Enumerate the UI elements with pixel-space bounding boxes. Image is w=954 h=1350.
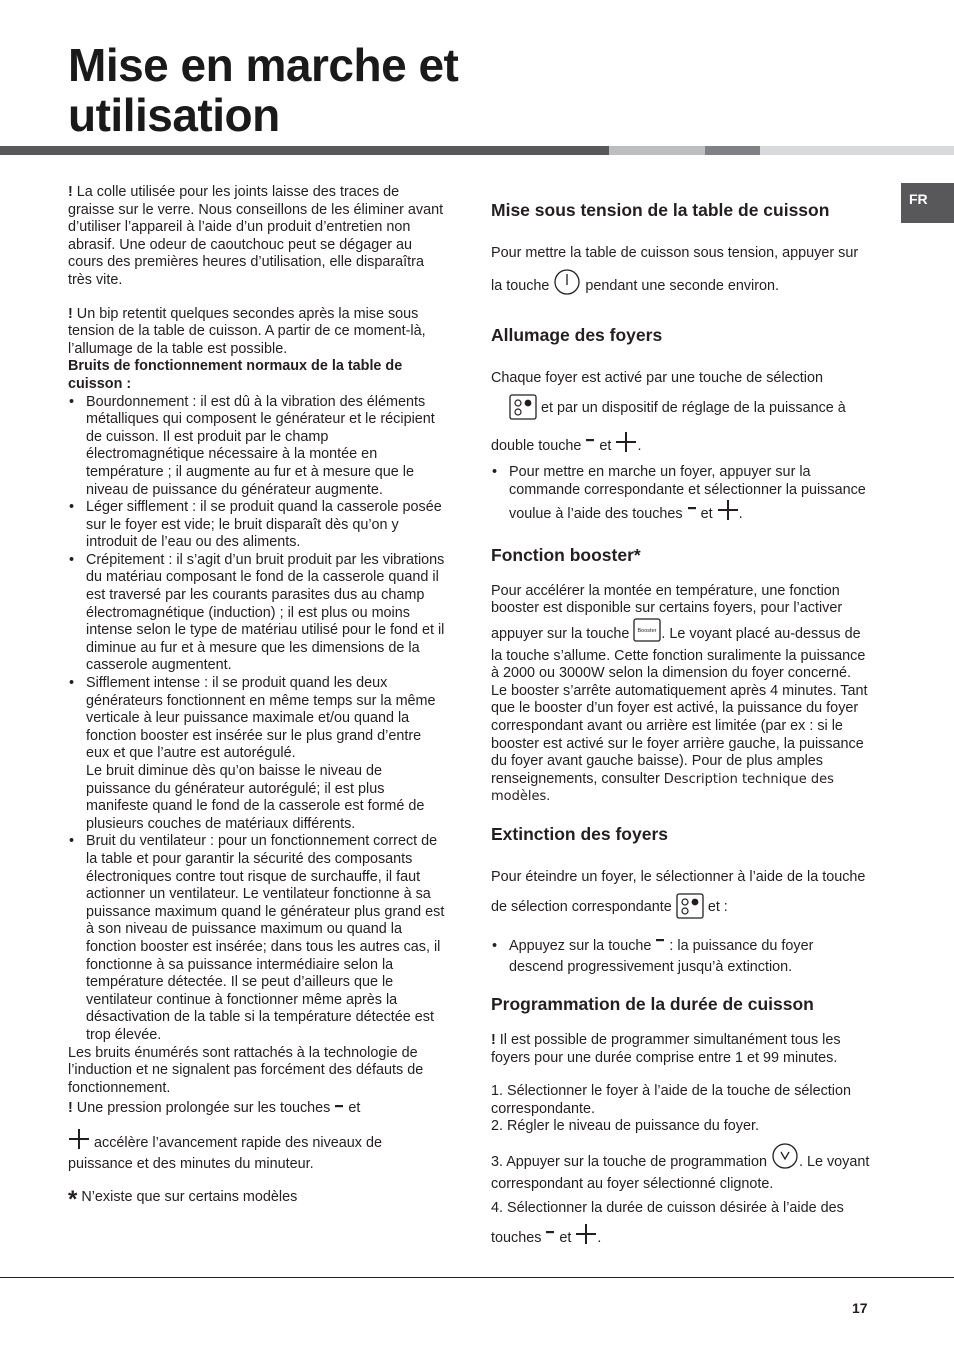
power-button-icon (553, 268, 581, 307)
section-heading: Mise sous tension de la table de cuisson (491, 200, 830, 220)
list-item: • Léger sifflement : il se produit quand la casserole posée sur le foyer est vide; le bruit disparaît dès qu’on y introduit de l’eau ou des aliments. (68, 499, 448, 552)
footnote: * N’existe que sur certains modèles (68, 1186, 298, 1214)
header-rule-pale (760, 146, 954, 155)
list-item: • Bourdonnement : il est dû à la vibration des éléments métalliques qui composent le générateur et le récipient de cuisson. Il est produit par le champ électromagnétique nécessaire à la montée en température ; il augmente au fur et à mesure que le niveau de puissance du générateur augmente. (68, 394, 448, 500)
section-programming: Programmation de la durée de cuisson ! Il est possible de programmer simultanément tous les foyers pour une durée comprise entre 1 et 99 minutes. 1. Sélectionner le foyer à l’aide de la touche de sélection correspondante. 2. Régler le niveau de puissance du foyer. 3. Appuyer sur la touche de programmation . Le voyant correspondant au foyer sélectionné clignote. 4. Sélectionner la durée de cuisson désirée à l’aide des touches et . (491, 994, 871, 1256)
header-rule-mid (705, 146, 760, 155)
warning-long-press-cont: accélère l’avancement rapide des niveaux de puissance et des minutes du minuteur. (68, 1128, 448, 1173)
noise-footer: Les bruits énumérés sont rattachés à la technologie de l’induction et ne signalent pas forcément des défauts de fonctionnement. (68, 1044, 424, 1096)
header-rule-dark (0, 146, 609, 155)
svg-text:Booster: Booster (637, 627, 657, 634)
plus-icon (615, 431, 637, 464)
section-heading: Programmation de la durée de cuisson (491, 994, 814, 1015)
list-item: • Crépitement : il s’agit d’un bruit produit par les vibrations du matériau composant le fond de la casserole quand il est traversé par les courants parasites dus au champ électromagnétique (induction) ; il est plus ou moins intense selon le type de matériau utilisé pour le fond et il diminue au fur et à mesure que les dimensions de la casserole augmentent. (68, 552, 448, 675)
list-item: • Pour mettre en marche un foyer, appuyer sur la commande correspondante et sélectionner la puissance voulue à l’aide des touches et . (491, 464, 871, 527)
minus-icon (585, 434, 595, 464)
title-line-2: utilisation (68, 89, 280, 141)
section-extinction: Extinction des foyers Pour éteindre un foyer, le sélectionner à l’aide de la touche de sélection correspondante et : • Appuyez sur la touche : la puissance du foyer descend progressivement jusqu’à extinction. (491, 824, 871, 976)
right-column (491, 200, 871, 1274)
footnote-star: * (68, 1186, 78, 1214)
noise-heading: Bruits de fonctionnement normaux de la table de cuisson : (68, 358, 403, 392)
step-4: 4. Sélectionner la durée de cuisson désirée à l’aide des touches et . (491, 1193, 871, 1256)
section-booster: Fonction booster* Pour accélérer la montée en température, une fonction booster est disponible sur certains foyers, pour l’activer appuyer sur la touche Booster . Le voyant placé au-dessus de la touche s’allume. Cette fonction suralimente la puissance à 2000 ou 3000W selon la dimension du foyer concerné. Le booster s’arrête automatiquement après 4 minutes. Tant que le booster d’un foyer est activé, la puissance du foyer correspondant avant ou arrière est limitée (par ex : si le booster est activé sur le foyer arrière gauche, la puissance du foyer avant gauche baisse). Pour de plus amples renseignements, consulter Description technique des modèles. (491, 545, 871, 806)
zone-select-icon (509, 394, 537, 431)
warning-mark: ! (491, 1032, 496, 1049)
step-1: 1. Sélectionner le foyer à l’aide de la touche de sélection correspondante. (491, 1083, 851, 1117)
list-item: • Appuyez sur la touche : la puissance du foyer descend progressivement jusqu’à extinction. (491, 938, 871, 976)
list-item: • Bruit du ventilateur : pour un fonctionnement correct de la table et pour garantir la sécurité des composants électroniques contre tout risque de surchauffe, il faut actionner un ventilateur. Le ventilateur fonctionne à sa puissance maximum quand le générateur plus grand est à son niveau de puissance maximum ou quand la fonction booster est insérée; dans tous les autres cas, il fonctionne à sa puissance intermédiaire selon la température détectée. Il se peut d’ailleurs que le ventilateur continue à fonctionner même après la désactivation de la table si la température détectée est trop élevée. (68, 833, 448, 1044)
section-heading: Extinction des foyers (491, 823, 668, 844)
minus-icon (334, 1100, 344, 1122)
page-title (68, 40, 458, 140)
step-2: 2. Régler le niveau de puissance du foyer. (491, 1118, 759, 1135)
left-column (68, 184, 448, 1214)
minus-icon (545, 1226, 555, 1256)
noise-list (68, 394, 448, 1045)
section-heading: Allumage des foyers (491, 325, 663, 345)
section-power-on: Mise sous tension de la table de cuisson Pour mettre la table de cuisson sous tension, appuyer sur la touche pendant une seconde environ. (491, 200, 871, 307)
warning-mark: ! (68, 305, 73, 322)
section-ignition: Allumage des foyers Chaque foyer est activé par une touche de sélection et par un dispositif de réglage de la puissance à double touche et . • Pour mettre en marche un foyer, appuyer sur la commande correspondante et sélectionner la puissance voulue à l’aide des touches et . (491, 325, 871, 527)
minus-icon (655, 939, 665, 959)
plus-icon (68, 1128, 90, 1156)
step-3: 3. Appuyer sur la touche de programmation . Le voyant correspondant au foyer sélectionné clignote. (491, 1142, 871, 1193)
zone-select-icon (676, 893, 704, 930)
warning-long-press: ! Une pression prolongée sur les touches et (68, 1097, 448, 1122)
warning-beep: ! Un bip retentit quelques secondes après la mise sous tension de la table de cuisson. A partir de ce moment-là, l’allumage de la table est possible. (68, 305, 426, 357)
footer-rule (0, 1277, 954, 1278)
list-item: • Sifflement intense : il se produit quand les deux générateurs fonctionnent en même temps sur la même verticale à leur puissance maximale et/ou quand la fonction booster est insérée sur le plus grand d’entre eux et que l’autre est autorégulé. Le bruit diminue dès qu’on baisse le niveau de puissance du générateur autorégulé; il est plus manifeste quand le fond de la casserole est formé de plusieurs couches de matériaux différents. (68, 675, 448, 833)
reference-text: Description technique des modèles (491, 771, 834, 805)
booster-button-icon (633, 618, 661, 648)
page-number: 17 (852, 1300, 868, 1316)
plus-icon (575, 1223, 597, 1256)
minus-icon (687, 507, 697, 527)
plus-icon (717, 499, 739, 527)
title-line-1: Mise en marche et (68, 39, 459, 91)
header-rule-light (609, 146, 705, 155)
warning-mark: ! (68, 184, 73, 200)
timer-button-icon (771, 1142, 799, 1176)
language-tab: FR (901, 183, 954, 223)
section-heading: Fonction booster* (491, 544, 641, 565)
warning-glue: ! La colle utilisée pour les joints laisse des traces de graisse sur le verre. Nous conseillons de les éliminer avant d’utiliser l’appareil à l’aide d’un produit d’entretien non abrasif. Une odeur de caoutchouc peut se dégager au cours des premières heures d’utilisation, elle disparaîtra très vite. (68, 184, 444, 288)
